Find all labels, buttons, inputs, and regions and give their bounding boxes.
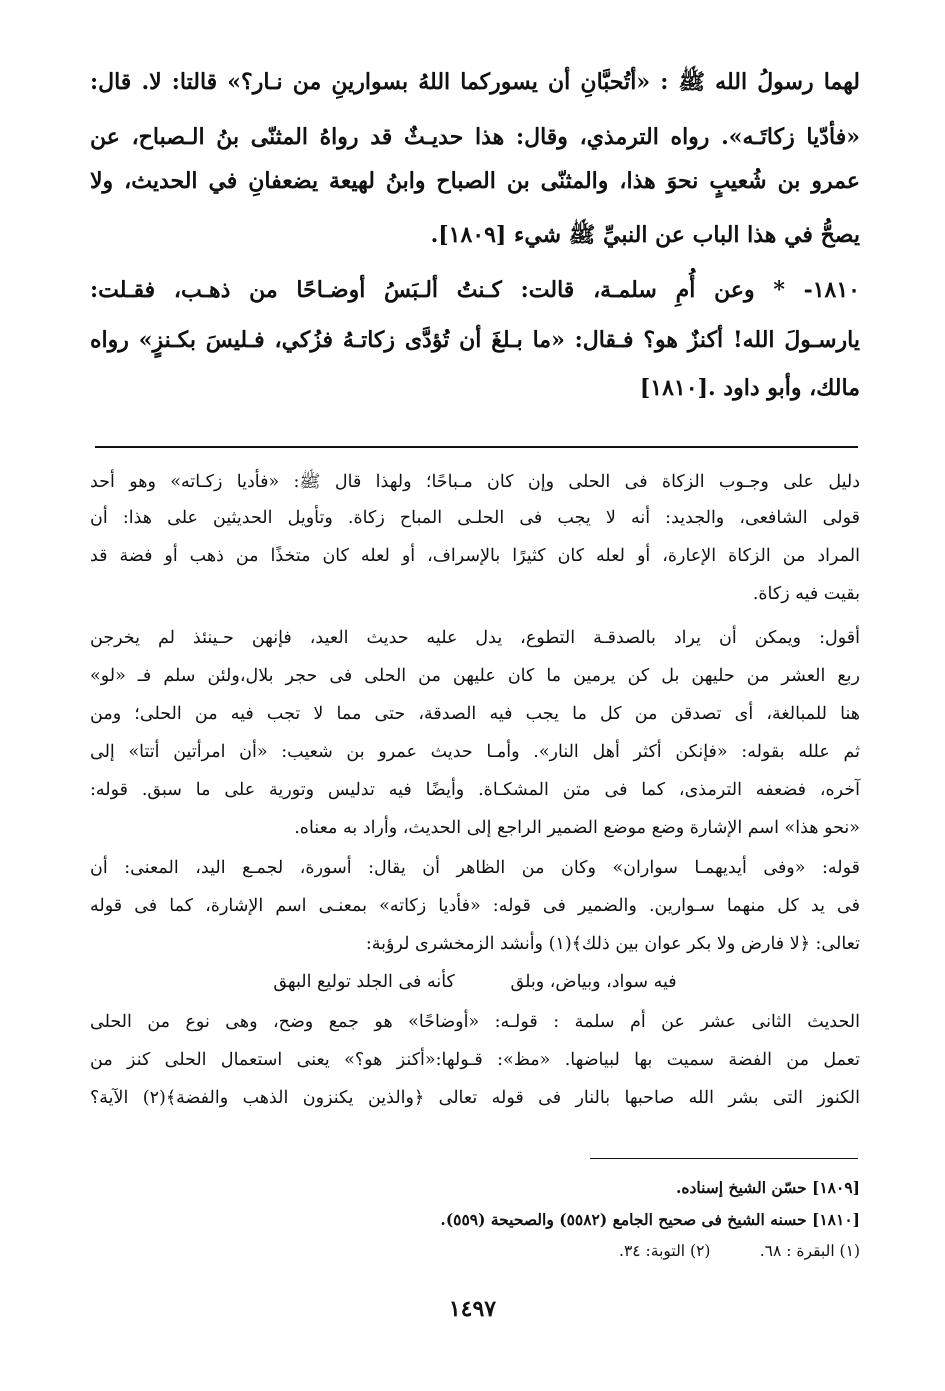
commentary-line: دليل على وجـوب الزكاة فى الحلى وإن كان مـباحًا؛ ولهذا قال ﷺ: «فأديا زكـاته» وهو أحد [90,472,860,492]
footnote-line: (١) البقرة : ٦٨. (٢) التوبة: ٣٤. [619,1242,860,1260]
commentary-line: الكنوز التى بشر الله صاحبها بالنار فى قوله تعالى ﴿والذين يكنزون الذهب والفضة﴾(٢) الآية؟ [90,1088,860,1108]
commentary-line: الحديث الثانى عشر عن أم سلمة : قولـه: «أوضاحًا» هو جمع وضح، وهى نوع من الحلى [90,1012,860,1032]
commentary-line: آخره، فضعفه الترمذى، كما فى متن المشكـاة. وأيضًا فيه تدليس وتورية على ما سبق. قوله: [90,780,860,800]
commentary-line: تعمل من الفضة سميت بها لبياضها. «مظ»: قـولها:«أكنز هو؟» يعنى استعمال الحلى كنز من [90,1050,860,1070]
main-text-line: ١٨١٠- * وعن أُمِ سلمـة، قالت: كـنتُ ألـبَسُ أوضـاحًا من ذهـب، فقـلت: [90,277,860,303]
footnote-line: [١٨١٠] حسنه الشيخ فى صحيح الجامع (٥٥٨٢) والصحيحة (٥٥٩). [440,1210,860,1229]
section-divider [95,446,858,448]
commentary-line: فى يد كل منهما سـوارين. والضمير فى قوله: «فأديا زكاته» بمعنـى اسم الإشارة، كما فى قوله [90,896,860,916]
main-text-line: مالك، وأبو داود .[١٨١٠] [639,375,860,401]
commentary-line: قولى الشافعى، والجديد: أنه لا يجب فى الحلـى المباح زكاة. وتأويل الحديثين على هذا: أن [90,508,860,528]
footnote-line: [١٨٠٩] حسّن الشيخ إسناده. [675,1178,860,1197]
commentary-line: قوله: «وفى أيديهمـا سواران» وكان من الظاهر أن يقال: أسورة، لجمـع اليد، المعنى: أن [90,858,860,878]
commentary-line: بقيت فيه زكاة. [752,584,860,604]
commentary-line: «نحو هذا» اسم الإشارة وضع موضع الضمير الراجع إلى الحديث، وأراد به معناه. [294,818,860,838]
commentary-line: ربع العشر من حليهن بل كن يرمين ما كان عليهن من الحلى فى حجر بلال،ولئن سلم فـ «لو» [90,666,860,686]
poetry-verse: فيه سواد، وبياض، وبلق كأنه فى الجلد توليع البهق [273,972,677,992]
commentary-line: هنا للمبالغة، أى تصدقن من كل ما يجب فيه الصدقة، حتى مما لا تجب فيه من الحلى؛ ومن [90,704,860,724]
commentary-line: أقول: ويمكن أن يراد بالصدقـة التطوع، يدل عليه حديث العيد، فإنهن حـينئذ لم يخرجن [90,628,860,648]
main-text-line: لهما رسولُ الله ﷺ : «أتُحبَّانِ أن يسوركما اللهُ بسوارينِ من نـار؟» قالتا: لا. قال: [90,69,860,95]
main-text-line: عمرو بن شُعيبٍ نحوَ هذا، والمثنّى بن الصباح وابنُ لهيعة يضعفانِ في الحديث، ولا [90,168,860,194]
footnote-divider [590,1158,858,1159]
page-number: ١٤٩٧ [448,1296,497,1322]
main-text-line: يارسـولَ الله! أكنزٌ هو؟ فـقال: «ما بـلغَ أن تُؤدَّى زكاتـهُ فزُكي، فـليسَ بكـنزٍ» رواه [90,327,860,353]
main-text-line: «فأدّيا زكاتَـه». رواه الترمذي، وقال: هذا حديـثٌ قد رواهُ المثنّى بنُ الـصباح، عن [90,124,860,150]
commentary-line: تعالى: ﴿لا فارض ولا بكر عوان بين ذلك﴾(١) وأنشد الزمخشرى لرؤبة: [365,934,860,954]
commentary-line: المراد من الزكاة الإعارة، أو لعله كان كثيرًا بالإسراف، أو لعله كان متخذًا من ذهب أو فضة قد [90,546,860,566]
main-text-line: يصحُّ في هذا الباب عن النبيِّ ﷺ شيء [١٨٠٩]. [430,222,860,248]
commentary-line: ثم علله بقوله: «فإنكن أكثر أهل النار». وأمـا حديث عمرو بن شعيب: «أن امرأتين أتتا» إلى [90,742,860,762]
